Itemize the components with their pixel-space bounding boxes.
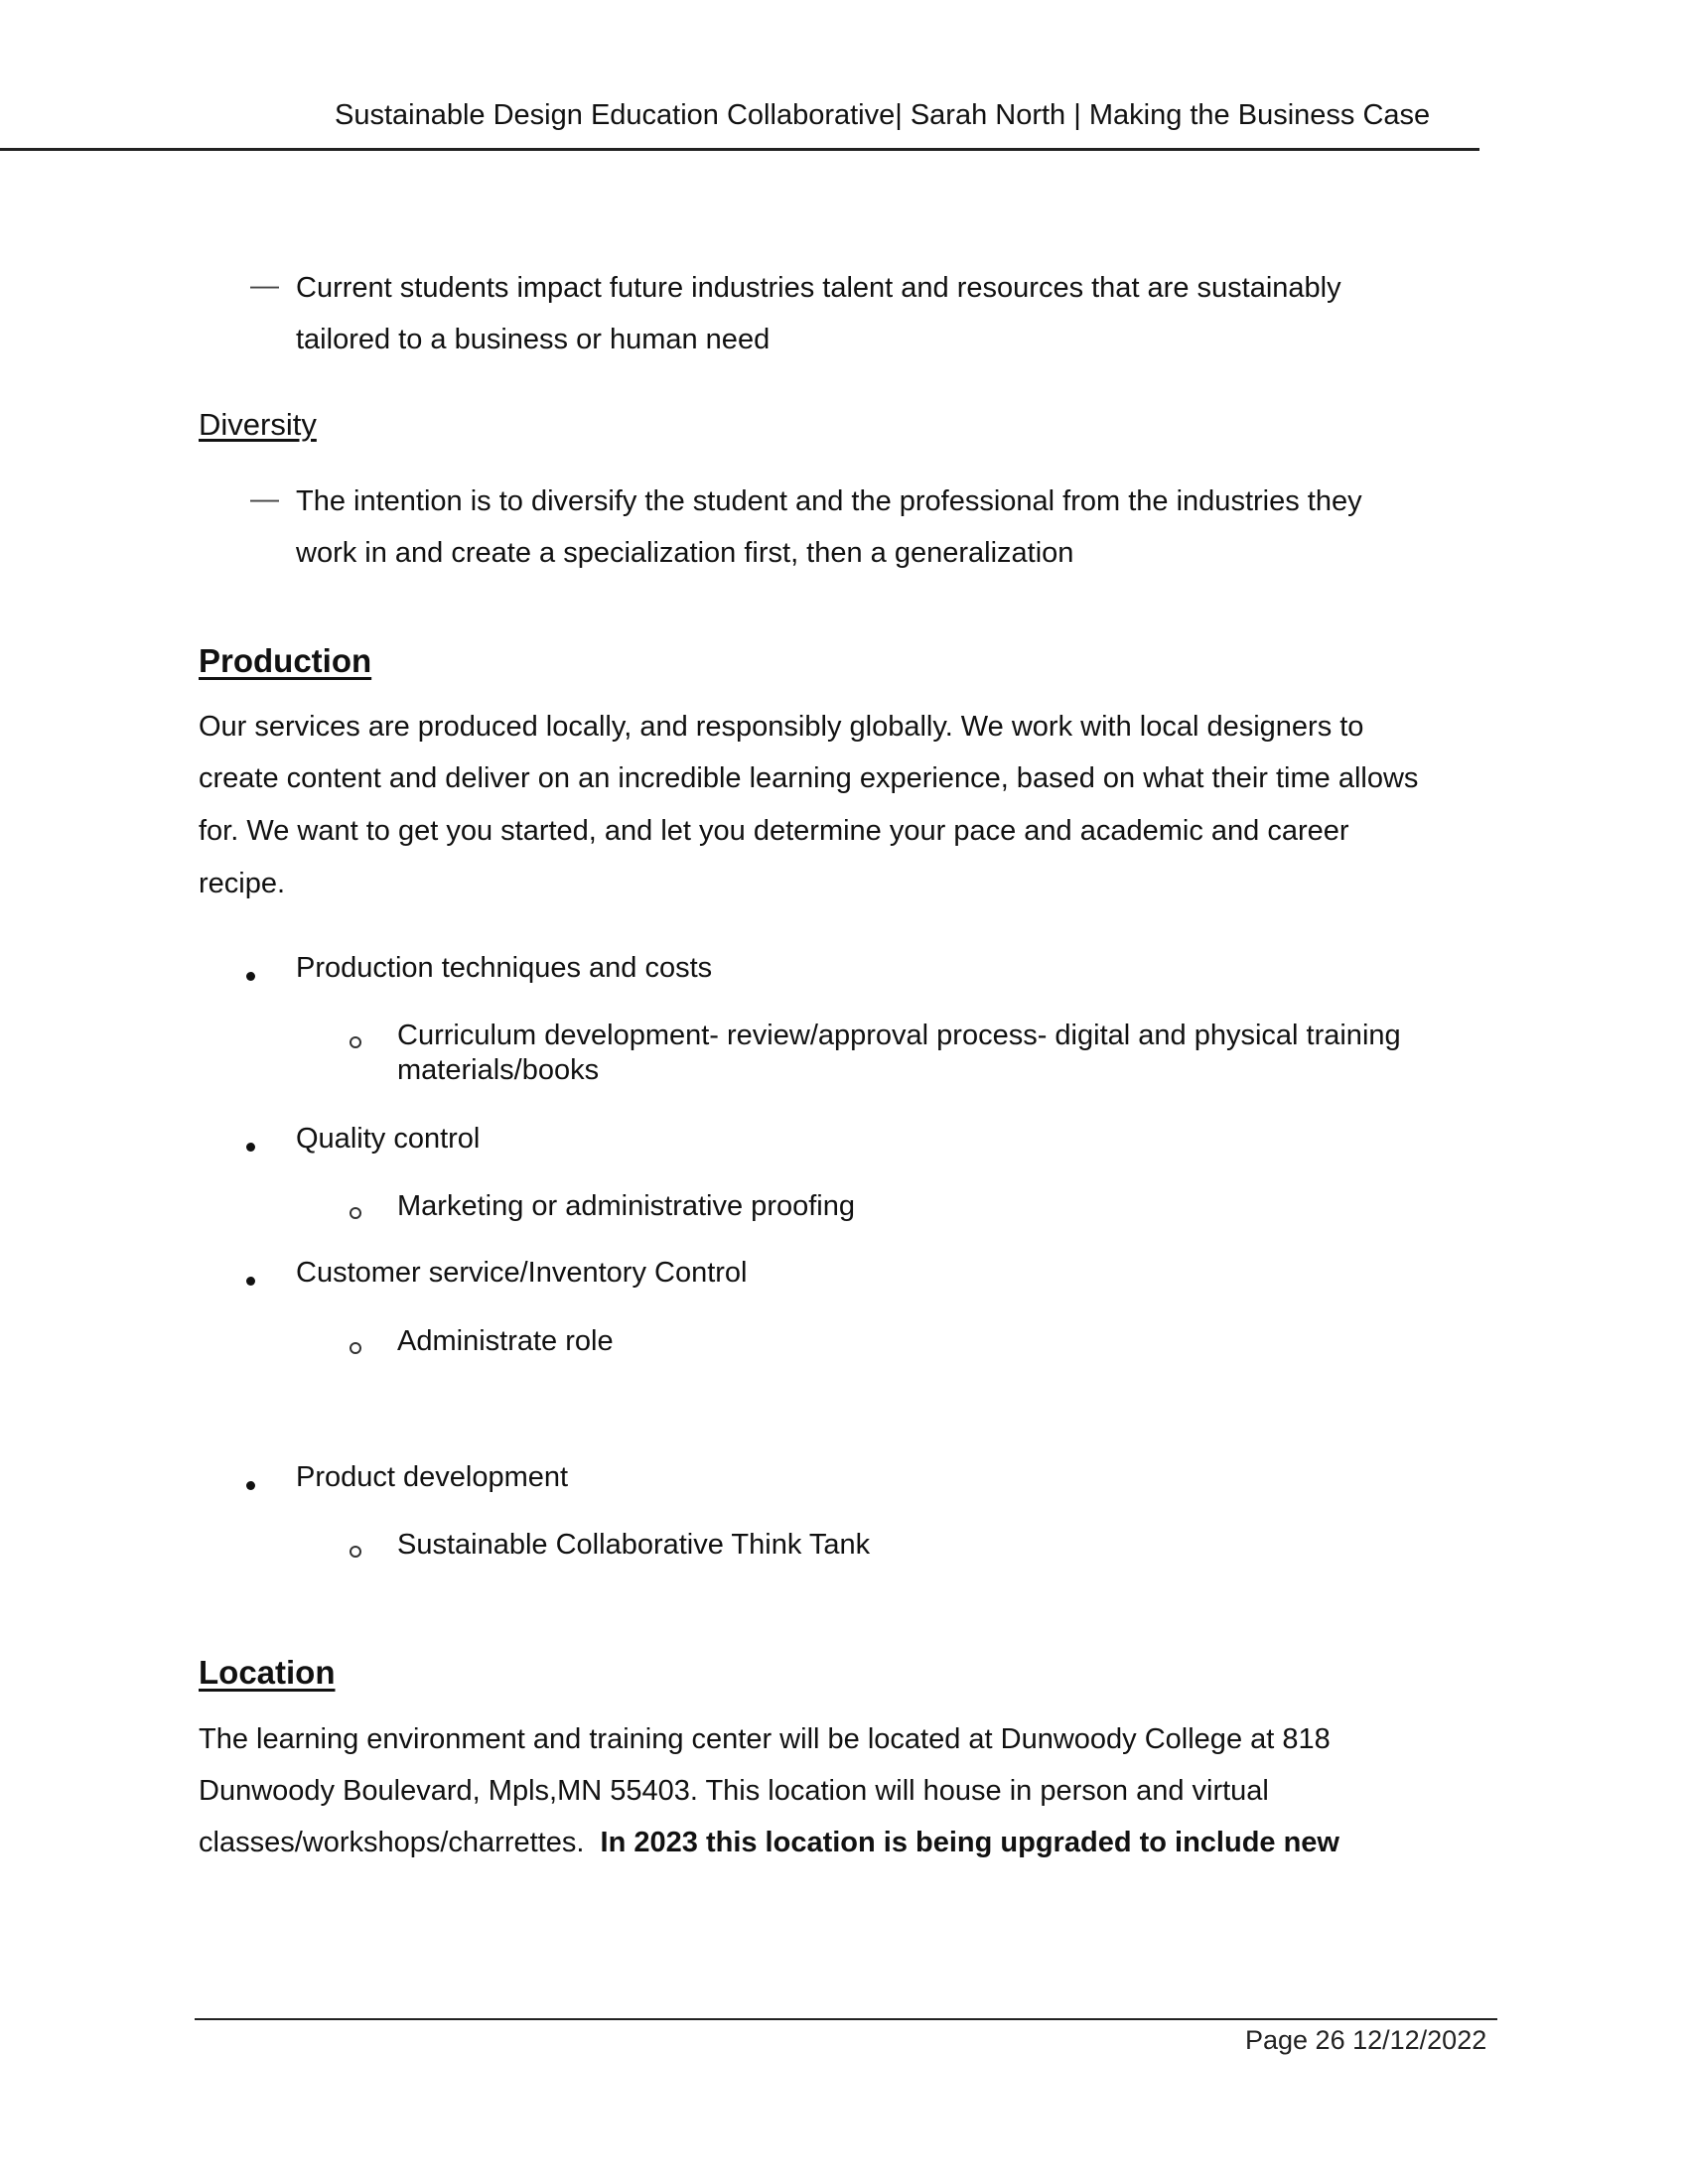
bullet-icon xyxy=(246,972,255,981)
page-footer: Page 26 12/12/2022 xyxy=(1245,2025,1487,2055)
dash-marker: — xyxy=(250,483,279,515)
dash-marker: — xyxy=(250,270,279,302)
production-paragraph-line: create content and deliver on an incredible learning experience, based on what their time allows xyxy=(199,762,1419,794)
location-heading: Location xyxy=(199,1654,336,1691)
list-item: Product development xyxy=(296,1461,569,1493)
hollow-bullet-icon xyxy=(350,1207,361,1219)
bullet-icon xyxy=(246,1481,255,1490)
intro-item-line-1: Current students impact future industries talent and resources that are sustainably xyxy=(296,272,1341,304)
hollow-bullet-icon xyxy=(350,1546,361,1558)
list-item: Quality control xyxy=(296,1123,481,1155)
diversity-heading: Diversity xyxy=(199,407,317,442)
hollow-bullet-icon xyxy=(350,1036,361,1048)
footer-rule xyxy=(195,2018,1497,2020)
sub-list-item-continued: materials/books xyxy=(397,1054,600,1086)
location-line-1: The learning environment and training center will be located at Dunwoody College at 818 xyxy=(199,1723,1331,1755)
list-item: Customer service/Inventory Control xyxy=(296,1257,748,1289)
production-paragraph-line: for. We want to get you started, and let you determine your pace and academic and career xyxy=(199,815,1349,847)
running-header: Sustainable Design Education Collaborative| Sarah North | Making the Business Case xyxy=(335,99,1431,131)
bullet-icon xyxy=(246,1143,255,1152)
location-line-2: Dunwoody Boulevard, Mpls,MN 55403. This location will house in person and virtual xyxy=(199,1775,1269,1807)
production-heading: Production xyxy=(199,642,372,679)
hollow-bullet-icon xyxy=(350,1342,361,1354)
intro-item-line-2: tailored to a business or human need xyxy=(296,324,771,355)
location-line-3 xyxy=(199,1825,1339,1860)
production-paragraph-line: Our services are produced locally, and responsibly globally. We work with local designers to xyxy=(199,711,1364,743)
sub-list-item: Sustainable Collaborative Think Tank xyxy=(397,1529,871,1561)
location-line-3-bold: In 2023 this location is being upgraded to include new xyxy=(600,1827,1339,1858)
diversity-line-1: The intention is to diversify the student and the professional from the industries they xyxy=(296,485,1362,517)
sub-list-item: Marketing or administrative proofing xyxy=(397,1190,855,1222)
production-paragraph-line: recipe. xyxy=(199,868,286,899)
sub-list-item: Administrate role xyxy=(397,1325,614,1357)
sub-list-item: Curriculum development- review/approval process- digital and physical training xyxy=(397,1020,1401,1051)
diversity-line-2: work in and create a specialization first, then a generalization xyxy=(296,537,1074,569)
bullet-icon xyxy=(246,1277,255,1286)
header-rule xyxy=(0,148,1479,151)
list-item: Production techniques and costs xyxy=(296,952,713,984)
location-line-3-normal: classes/workshops/charrettes. xyxy=(199,1827,601,1858)
